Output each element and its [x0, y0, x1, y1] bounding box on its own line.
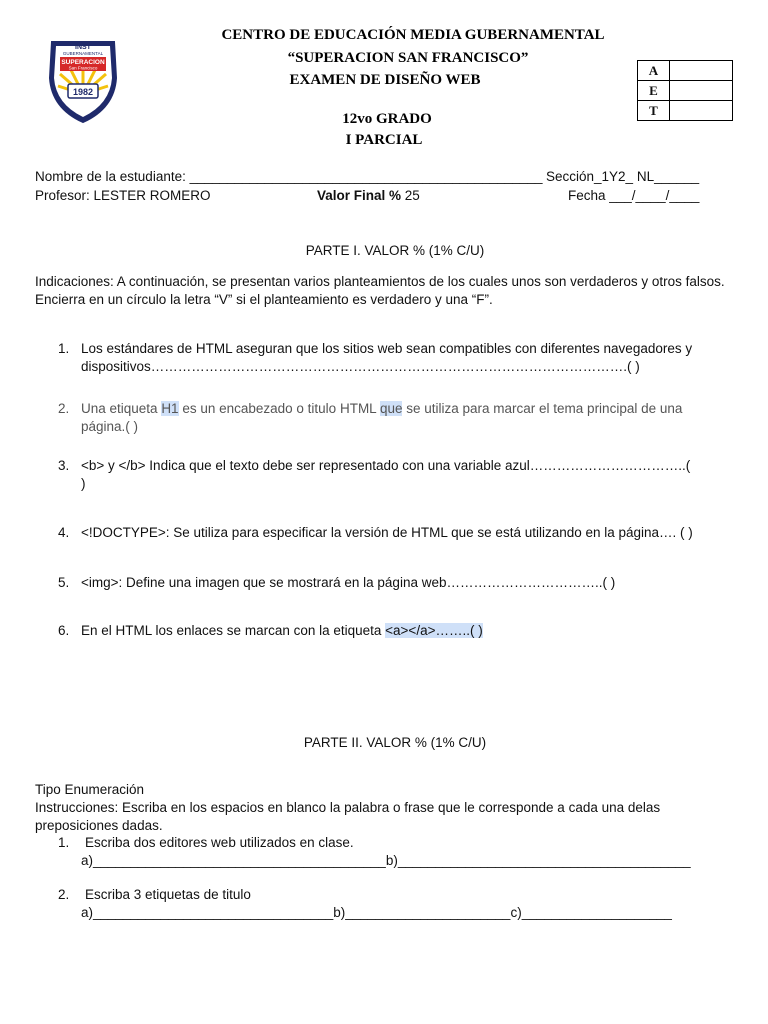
date-field[interactable]: Fecha ___/____/____	[568, 188, 700, 203]
grade-cell-a: A	[638, 61, 670, 81]
question-3	[58, 457, 728, 493]
student-name-field[interactable]: Nombre de la estudiante: _______________________________________________	[35, 169, 543, 184]
part2-instructions: Instrucciones: Escriba en los espacios en blanco la palabra o frase que le corresponde a cada una delas preposiciones dadas.	[35, 800, 661, 833]
question-text: <b> y </b> Indica que el texto debe ser representado con una variable azul……………………………..(	[81, 458, 691, 473]
question-number: 4.	[58, 525, 70, 540]
section-field[interactable]: Sección_1Y2_ NL______	[546, 169, 700, 184]
logo-year: 1982	[72, 87, 94, 97]
question-text: Escriba 3 etiquetas de titulo	[85, 887, 251, 902]
part1-title: PARTE I. VALOR % (1% C/U)	[305, 243, 485, 258]
question-text: página.( )	[81, 419, 139, 434]
question-text: )	[81, 476, 86, 491]
grade-cell-t: T	[638, 101, 670, 121]
grade-table	[637, 60, 733, 121]
logo-name2: San Francisco	[68, 65, 98, 71]
question-number: 3.	[58, 458, 70, 473]
answer-blanks[interactable]: a)________________________________b)______________________c)____________________	[81, 905, 672, 920]
question-number: 1.	[58, 835, 70, 850]
partial-label: I PARCIAL	[345, 132, 423, 148]
question-text: En el HTML los enlaces se marcan con la etiqueta <a></a>……..( )	[81, 623, 483, 638]
grade-cell-e: E	[638, 81, 670, 101]
school-name: CENTRO DE EDUCACIÓN MEDIA GUBERNAMENTAL	[221, 27, 605, 43]
grade-input-a[interactable]	[670, 61, 733, 81]
part2-title: PARTE II. VALOR % (1% C/U)	[303, 735, 487, 750]
question-text: <img>: Define una imagen que se mostrará en la página web……………………………..( )	[81, 575, 616, 590]
answer-blanks[interactable]: a)_______________________________________b)_______________________________________	[81, 853, 691, 868]
grade-input-t[interactable]	[670, 101, 733, 121]
question-number: 5.	[58, 575, 70, 590]
logo-name: SUPERACION	[61, 59, 105, 66]
question-1	[58, 340, 718, 376]
teacher-label: Profesor: LESTER ROMERO	[35, 188, 211, 203]
question-number: 2.	[58, 887, 70, 902]
question-text: Los estándares de HTML aseguran que los sitios web sean compatibles con diferentes navegadores y	[81, 341, 693, 356]
part2-type: Tipo Enumeración	[35, 782, 145, 797]
school-subname: “SUPERACION SAN FRANCISCO”	[287, 50, 529, 66]
final-value	[317, 187, 420, 205]
question-5	[58, 574, 738, 592]
question-number: 6.	[58, 623, 70, 638]
question-number: 2.	[58, 401, 70, 416]
grade-label: 12vo GRADO	[342, 111, 432, 127]
question-text: <!DOCTYPE>: Se utiliza para especificar la versión de HTML que se está utilizando en la página…. ( )	[81, 525, 693, 540]
question-text: dispositivos…………………………………………………………………………………………….( )	[81, 359, 640, 374]
final-value-number: 25	[401, 188, 420, 203]
question-text: Una etiqueta H1 es un encabezado o titulo HTML que se utiliza para marcar el tema principal de una	[81, 401, 683, 416]
part1-instructions: Indicaciones: A continuación, se presentan varios planteamientos de los cuales unos son verdaderos y otros falsos. Encierra en un círculo la letra “V” si el planteamiento es verdadero y una “F”.	[35, 274, 725, 307]
enum-question-1	[58, 834, 738, 870]
grade-input-e[interactable]	[670, 81, 733, 101]
highlight: <a></a>……..( )	[385, 623, 483, 638]
final-value-label: Valor Final %	[317, 188, 402, 203]
question-6	[58, 622, 738, 640]
highlight: H1	[161, 401, 179, 416]
question-text: Escriba dos editores web utilizados en clase.	[85, 835, 354, 850]
exam-title: EXAMEN DE DISEÑO WEB	[289, 72, 481, 88]
highlight: que	[379, 401, 403, 416]
question-2	[58, 400, 718, 436]
question-number: 1.	[58, 341, 70, 356]
enum-question-2	[58, 886, 738, 922]
question-4	[58, 524, 738, 542]
logo-top-text: INST	[75, 44, 91, 51]
logo-ring-text: GUBERNAMENTAL	[62, 51, 104, 56]
